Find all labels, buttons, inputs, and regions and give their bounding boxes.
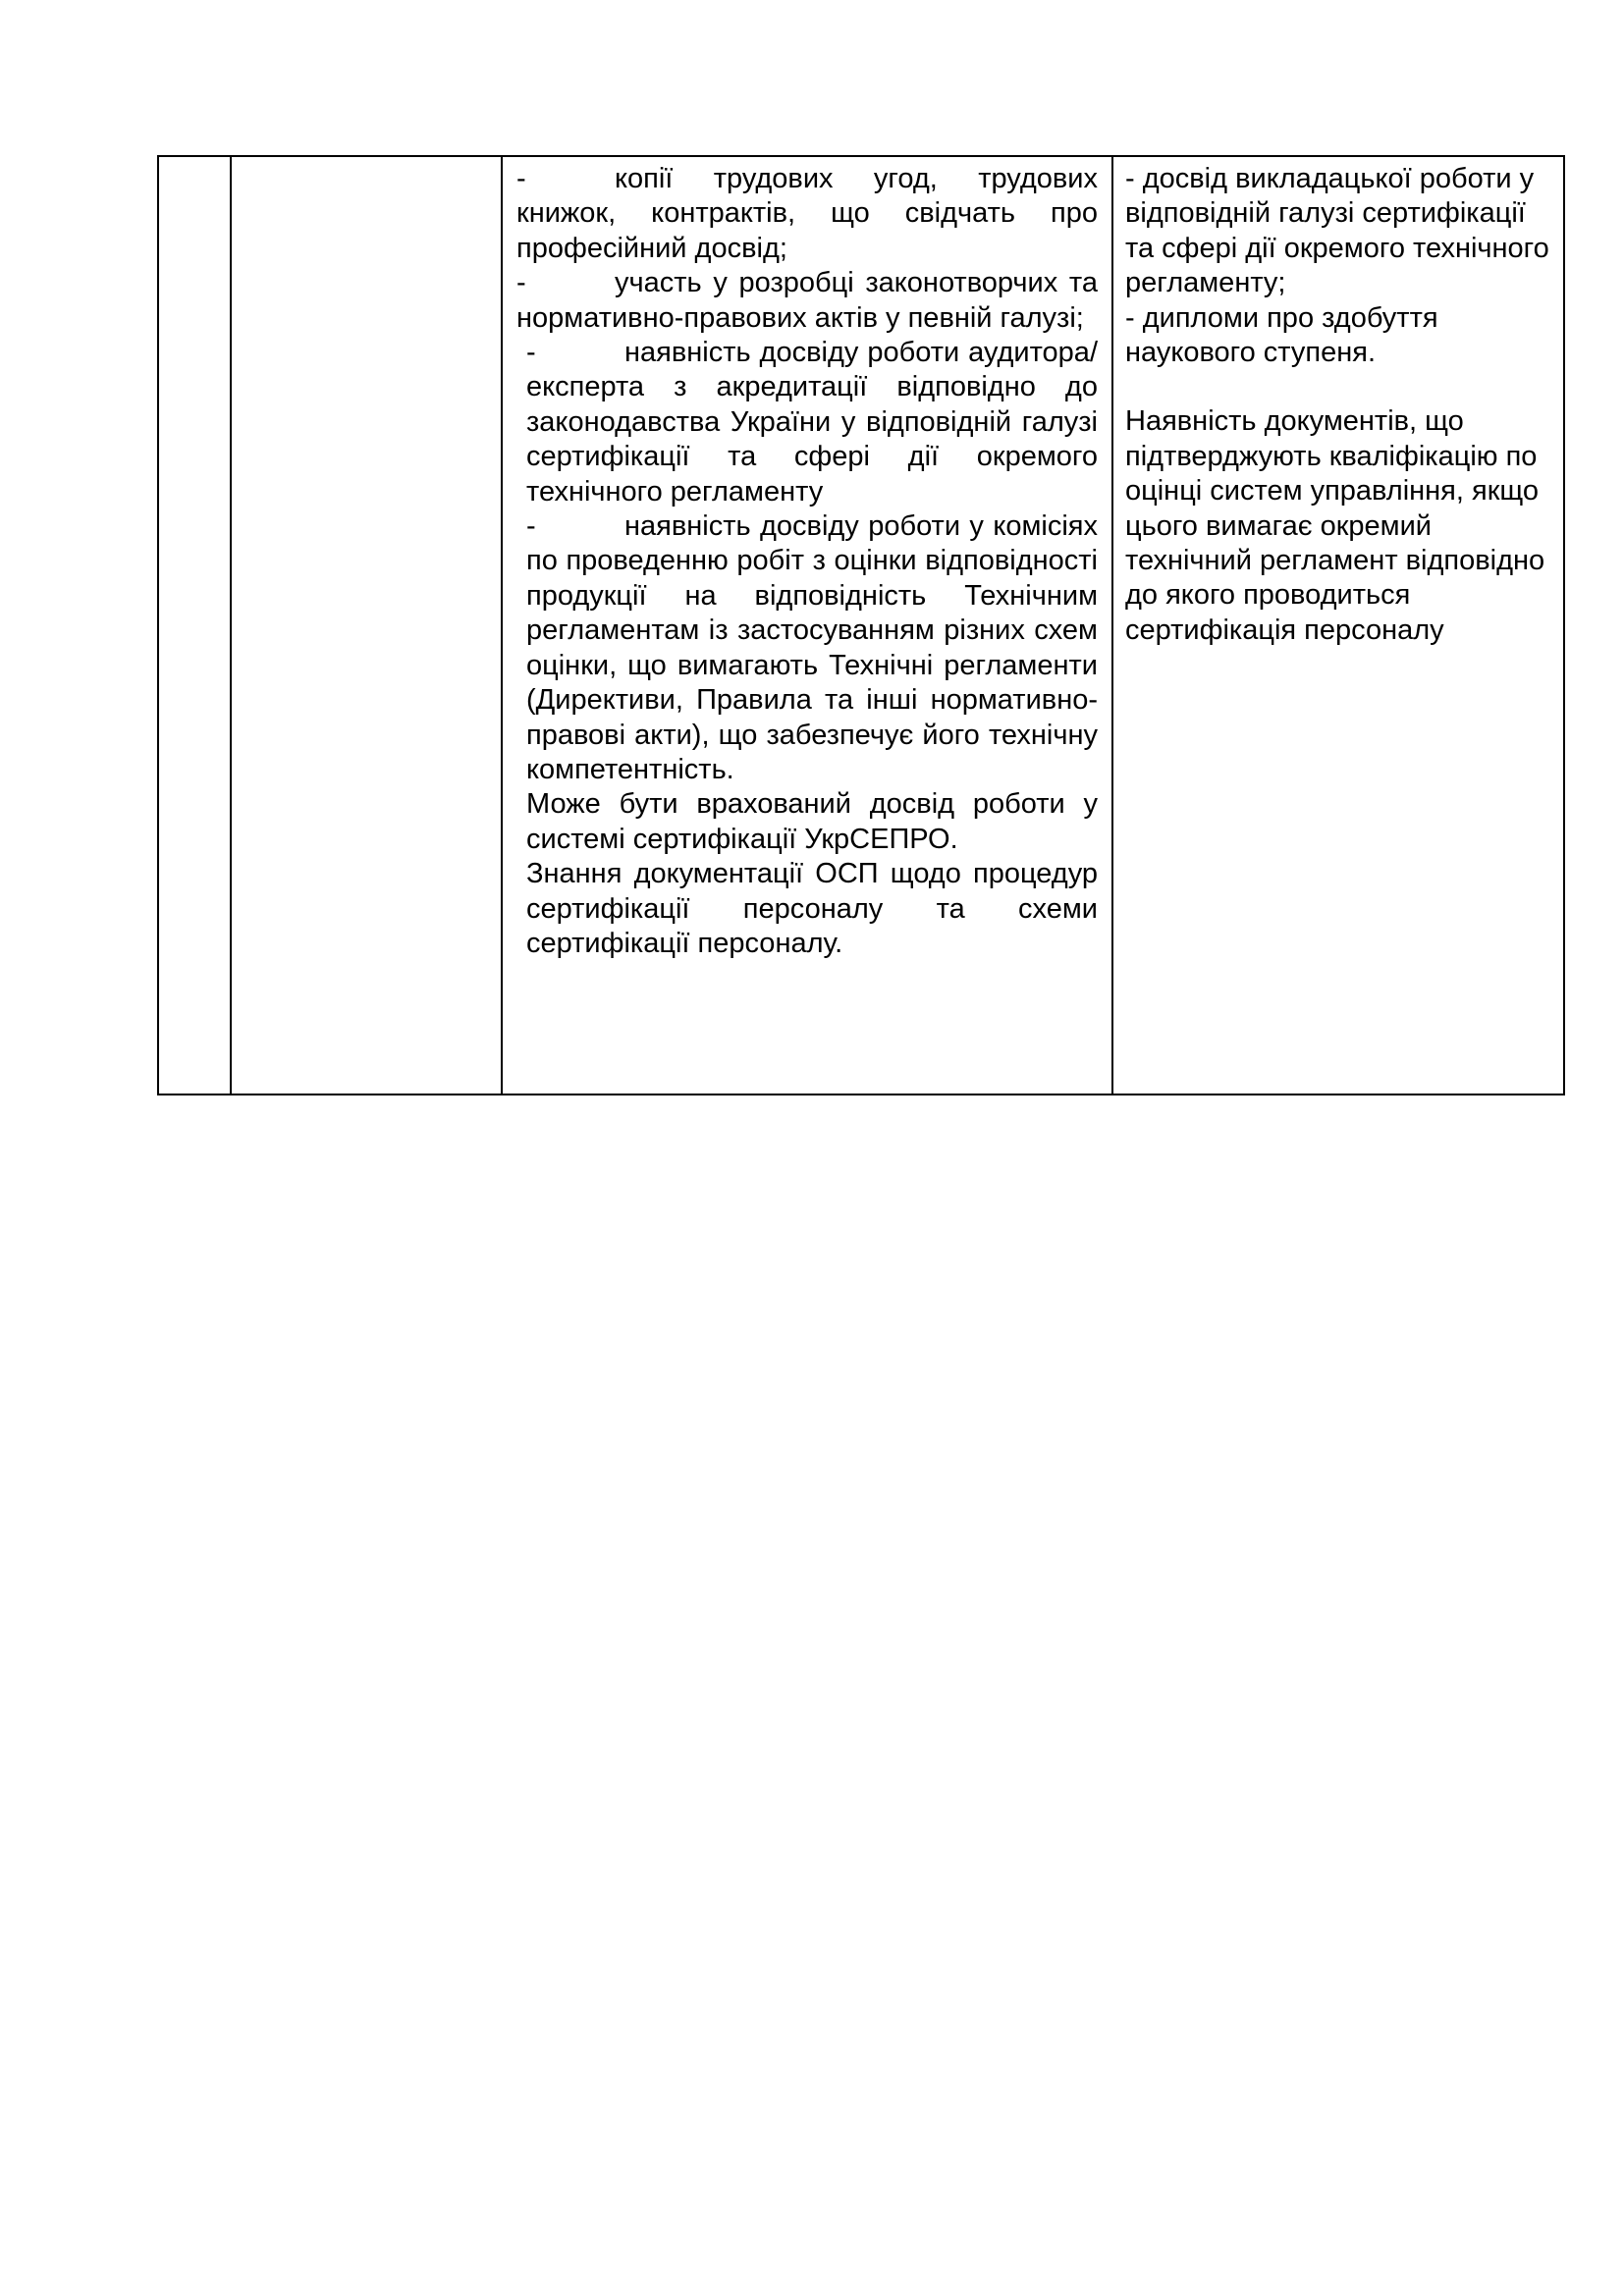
list-dash: -	[526, 337, 536, 369]
experience-evidence-cell	[502, 156, 1112, 1095]
qualification-paragraph: Наявність документів, що підтверджують кваліфікацію по оцінці систем управління, якщо цього вимагає окремий технічний регламент відповідно до якого проводиться сертифікація персоналу	[1125, 405, 1545, 646]
list-item-text: наявність досвіду роботи аудитора/експерта з акредитації відповідно до законодавства України у відповідній галузі сертифікації та сфері дії окремого технічного регламенту	[526, 337, 1098, 507]
teaching-experience-item: - досвід викладацької роботи у відповідній галузі сертифікації та сфері дії окремого технічного регламенту;	[1125, 163, 1549, 299]
title-cell	[231, 156, 502, 1095]
requirements-table	[157, 155, 1565, 1095]
number-cell	[158, 156, 231, 1095]
additional-requirements-cell	[1112, 156, 1564, 1095]
list-item	[516, 162, 1098, 266]
list-item	[516, 509, 1098, 787]
list-item-text: копії трудових угод, трудових книжок, контрактів, що свідчать про професійний досвід;	[516, 163, 1098, 264]
list-dash: -	[516, 267, 526, 299]
additional-requirements-content	[1113, 157, 1563, 648]
paragraph-gap	[1125, 370, 1557, 404]
list-item-text: наявність досвіду роботи у комісіях по проведенню робіт з оцінки відповідності продукції на відповідність Технічним регламентам із застосуванням різних схем оцінки, що вимагають Технічні регламенти (Директиви, Правила та інші нормативно-правові акти), що забезпечує його технічну компетентність.	[526, 510, 1098, 785]
list-dash: -	[516, 163, 526, 194]
diploma-item: - дипломи про здобуття наукового ступеня.	[1125, 301, 1438, 369]
table-row	[158, 156, 1564, 1095]
ukrsepro-paragraph: Може бути врахований досвід роботи у системі сертифікації УкрСЕПРО.	[526, 788, 1098, 855]
list-dash: -	[526, 510, 536, 543]
list-item	[516, 336, 1098, 509]
list-item-text: участь у розробці законотворчих та нормативно-правових актів у певній галузі;	[516, 267, 1098, 334]
list-item	[516, 266, 1098, 336]
experience-evidence-content	[503, 157, 1111, 961]
documentation-paragraph: Знання документації ОСП щодо процедур сертифікації персоналу та схеми сертифікації персоналу.	[526, 858, 1098, 959]
